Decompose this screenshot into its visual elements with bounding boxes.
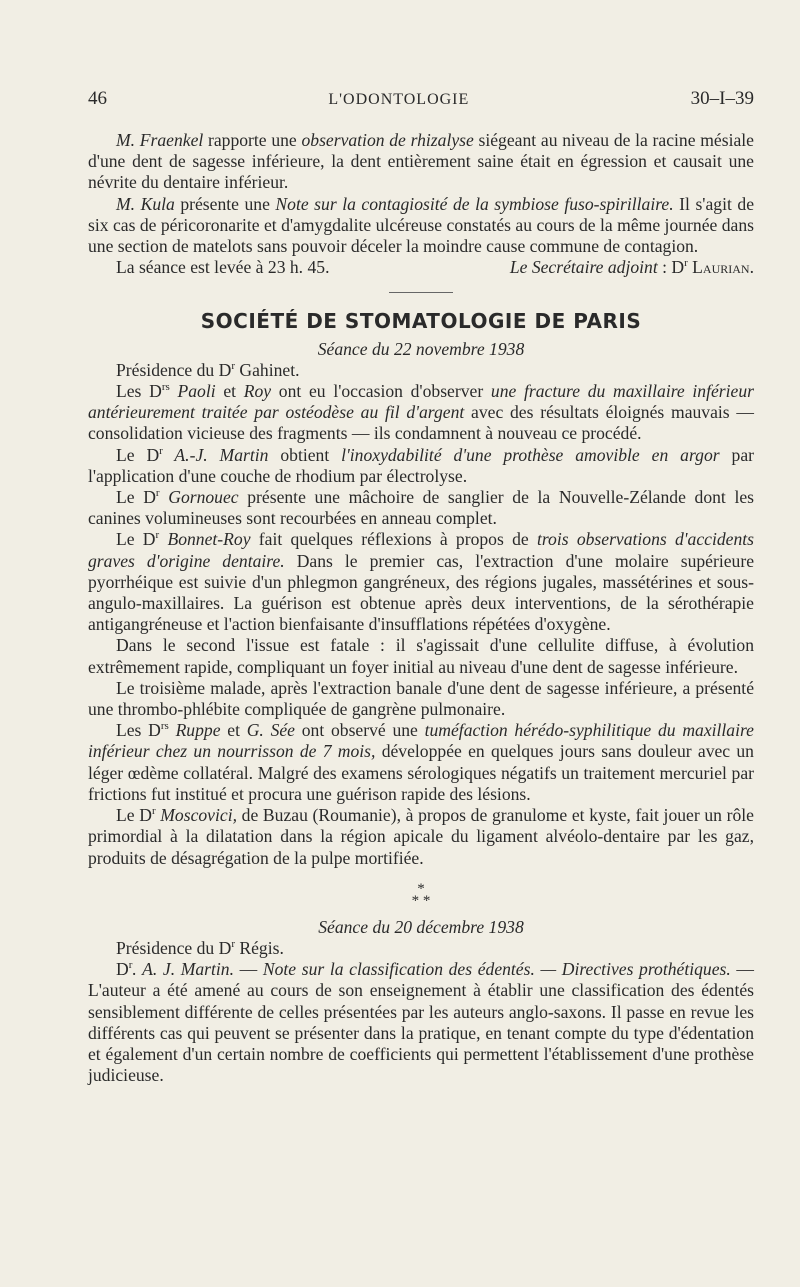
secretary-role: Le Secrétaire adjoint bbox=[509, 257, 658, 278]
text: et bbox=[220, 720, 247, 741]
session-date: Séance du 20 décembre 1938 bbox=[318, 916, 524, 937]
author-name: M. Kula bbox=[116, 193, 175, 214]
superscript: rs bbox=[160, 720, 169, 733]
section-asterism: * * * bbox=[411, 880, 431, 909]
text: Le D bbox=[116, 487, 156, 508]
text: — bbox=[234, 959, 263, 980]
text: ont observé une bbox=[295, 720, 425, 741]
session-presidency bbox=[88, 938, 754, 959]
text: et bbox=[215, 381, 244, 402]
text: obtient bbox=[268, 444, 342, 465]
author-name: Paoli bbox=[169, 381, 216, 402]
text: développée en quelques jours sans douleur avec un léger œdème collatéral. Malgré des examens sérologiques négatifs un traitement mercuriel par frictions fut institué et procura une guérison rapide des lésions. bbox=[88, 741, 754, 804]
communication-title: observation de rhizalyse bbox=[301, 130, 474, 150]
text: avec des résultats éloignés mauvais — consolidation vicieuse des fragments — ils condamnent à nouveau ce procédé. bbox=[88, 402, 754, 444]
secretary-name: Laurian. bbox=[687, 257, 754, 278]
text: de Buzau (Roumanie), à propos de granulome et kyste, fait jouer un rôle primordial à la dilatation dans la région apicale du ligament alvéolo-dentaire par les gaz, produits de désagrégation de la pulpe mortifiée. bbox=[88, 805, 754, 868]
text: Il s'agit de six cas de péricoronarite et d'amygdalite ulcéreuse constatés au cours de la même journée dans une section de matelots sans pouvoir déceler la moindre cause commune de contagion. bbox=[88, 193, 754, 257]
author-name: A.-J. Martin bbox=[162, 444, 269, 465]
paragraph-moscovici bbox=[88, 805, 754, 869]
communication-title: Note sur la classification des édentés. — Directives prothétiques. bbox=[262, 959, 731, 980]
session-closing: La séance est levée à 23 h. 45. bbox=[116, 257, 330, 278]
superscript: r bbox=[155, 487, 160, 500]
superscript: r bbox=[684, 257, 688, 270]
author-name: Bonnet-Roy bbox=[159, 529, 251, 550]
superscript: r bbox=[159, 444, 163, 457]
text: Le D bbox=[116, 529, 156, 550]
author-name: Ruppe bbox=[168, 720, 221, 741]
running-header bbox=[88, 88, 754, 110]
text: Présidence du D bbox=[116, 359, 232, 380]
paragraph-third-case: Le troisième malade, après l'extraction banale d'une dent de sagesse inférieure, a présenté une thrombo-phlébite compliquée de gangrène pulmonaire. bbox=[88, 677, 754, 720]
paragraph-gornouec bbox=[88, 487, 754, 529]
session-signoff bbox=[88, 257, 754, 278]
paragraph-ruppe-see bbox=[88, 720, 754, 805]
communication-title: tuméfaction hérédo-syphilitique du maxillaire inférieur chez un nourrisson de 7 mois, bbox=[88, 720, 754, 762]
superscript: rs bbox=[161, 381, 170, 394]
section-divider bbox=[389, 292, 453, 293]
paragraph-fraenkel bbox=[88, 130, 754, 194]
author-name: . A. J. Martin. bbox=[132, 959, 234, 980]
session-presidency bbox=[88, 360, 754, 381]
text: Gahinet. bbox=[234, 359, 300, 380]
text: : D bbox=[657, 257, 685, 278]
text: ont eu l'occasion d'observer bbox=[271, 381, 491, 402]
text: fait quelques réflexions à propos de bbox=[250, 529, 537, 550]
communication-title: une fracture du maxillaire inférieur antérieurement traitée par ostéodèse au fil d'argent bbox=[88, 381, 754, 423]
text: Le D bbox=[116, 444, 160, 465]
article-body bbox=[88, 130, 754, 1086]
superscript: r bbox=[151, 805, 156, 818]
text: Les D bbox=[116, 720, 161, 741]
text: par l'application d'une couche de rhodium par électrolyse. bbox=[88, 444, 754, 486]
text: rapporte une bbox=[203, 130, 302, 150]
issue-date: 30–I–39 bbox=[690, 88, 754, 109]
author-name: G. Sée bbox=[246, 720, 295, 741]
communication-title: trois observations d'accidents graves d'origine dentaire. bbox=[88, 529, 754, 571]
text: Les D bbox=[116, 381, 162, 402]
text: Dans le premier cas, l'extraction d'une molaire supérieure pyorrhéique est suivie d'un phlegmon gangréneux, des régions jugales, massétérines et sous-angulo-maxillaires. La guérison est obtenue après deux interventions, de la sérothérapie antigangréneuse et l'action bienfaisante d'insufflations répétées d'oxygène. bbox=[88, 550, 755, 635]
paragraph-bonnet-roy bbox=[88, 529, 754, 635]
author-name: Roy bbox=[243, 381, 272, 402]
communication-title: Note sur la contagiosité de la symbiose fuso-spirillaire. bbox=[275, 193, 674, 214]
superscript: r bbox=[231, 359, 235, 372]
paragraph-paoli-roy bbox=[88, 381, 754, 445]
author-name: Moscovici, bbox=[155, 805, 237, 826]
text: présente une mâchoire de sanglier de la Nouvelle-Zélande dont les canines volumineuses sont recourbées en anneau complet. bbox=[88, 487, 754, 529]
text: siégeant au niveau de la racine mésiale d'une dent de sagesse inférieure, la dent entièrement saine était en égression et causait une névrite du dentaire inférieur. bbox=[88, 130, 754, 193]
text: D bbox=[116, 959, 129, 980]
paragraph-kula bbox=[88, 194, 754, 258]
superscript: r bbox=[128, 959, 133, 972]
text: Régis. bbox=[234, 937, 284, 958]
text: Présidence du D bbox=[116, 937, 232, 958]
session-date: Séance du 22 novembre 1938 bbox=[317, 338, 525, 359]
text: — L'auteur a été amené au cours de son enseignement à établir une classification des édentés sensiblement différente de celles présentées par les auteurs anglo-saxons. Il passe en revue les différents cas qui peuvent se présenter dans la pratique, en tenant compte du type d'édentation et également d'un certain nombre de coefficients qui permettent l'établissement d'une prothèse judicieuse. bbox=[88, 959, 754, 1086]
communication-title: l'inoxydabilité d'une prothèse amovible en argor bbox=[341, 444, 720, 465]
superscript: r bbox=[155, 529, 160, 542]
paragraph-martin-classification bbox=[88, 959, 754, 1086]
text: présente une bbox=[174, 193, 276, 214]
superscript: r bbox=[231, 938, 235, 951]
section-title: SOCIÉTÉ DE STOMATOLOGIE DE PARIS bbox=[200, 309, 642, 334]
page-number: 46 bbox=[88, 88, 107, 109]
author-name: M. Fraenkel bbox=[116, 130, 204, 150]
journal-title: L'ODONTOLOGIE bbox=[328, 91, 470, 108]
author-name: Gornouec bbox=[159, 487, 239, 508]
paragraph-martin bbox=[88, 445, 754, 487]
text: Le D bbox=[116, 805, 152, 826]
secretary-signature bbox=[510, 257, 754, 278]
paragraph-second-case: Dans le second l'issue est fatale : il s'agissait d'une cellulite diffuse, à évolution extrêmement rapide, compliquant un foyer initial au niveau d'une dent de sagesse inférieure. bbox=[88, 635, 754, 677]
